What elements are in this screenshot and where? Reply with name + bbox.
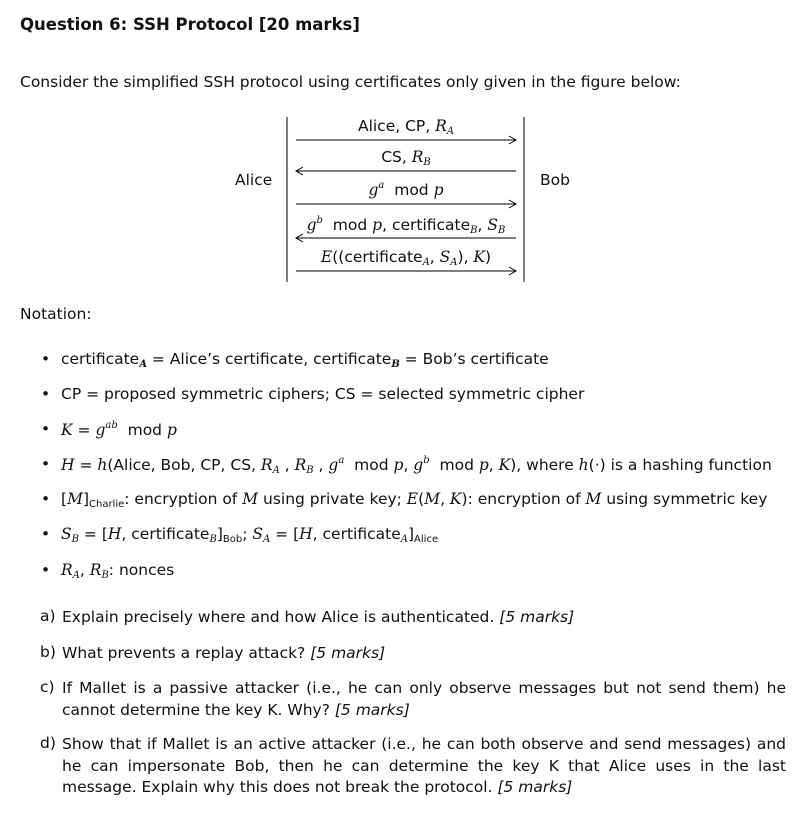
question-marks: [5 marks] (334, 700, 410, 719)
question-label: b) (40, 643, 56, 661)
message-2: CS, $R_B$ (381, 148, 431, 168)
protocol-diagram (0, 0, 812, 300)
arrow-1 (296, 136, 516, 144)
notation-item: • $K = g^{ab}$ mod p (43, 420, 177, 439)
notation-item: • H = h(Alice, Bob, CP, CS, $R_A$ , $R_B$ , $g^a$ mod p, $g^b$ mod p, K), where h(·) is a hashing function (43, 455, 772, 476)
question-c (40, 678, 786, 721)
question-a (40, 607, 786, 629)
arrow-5 (296, 267, 516, 275)
arrow-2 (296, 167, 516, 175)
notation-item: • $S_B = [H$, $certificate_B]_{Bob}$; $S_A = [H$, $certificate_A]_{Alice}$ (43, 525, 438, 545)
notation-item: • $R_A$, $R_B$: nonces (43, 561, 174, 581)
message-3: $g^a$ mod p (368, 180, 444, 199)
question-title: Question 6: SSH Protocol [20 marks] (20, 15, 360, 34)
question-marks: [5 marks] (499, 608, 575, 626)
question-marks: [5 marks] (310, 644, 386, 662)
question-label: c) (40, 678, 55, 696)
question-text: Explain precisely where and how Alice is authenticated. (62, 608, 495, 626)
bob-label: Bob (540, 171, 570, 189)
alice-label: Alice (235, 171, 273, 189)
arrow-3 (296, 200, 516, 208)
question-b (40, 643, 786, 665)
message-4: $g^b$ mod p, certificate$_B$, $S_B$ (306, 215, 506, 236)
notation-label: Notation: (20, 305, 92, 323)
notation-item: • $[M]_{Charlie}$: encryption of M using private key; E(M, K): encryption of M using symmetric key (43, 490, 767, 510)
message-5: E((certificate$_A$, $S_A$), K) (320, 248, 492, 268)
question-text: What prevents a replay attack? (62, 644, 306, 662)
notation-item: • CP = proposed symmetric ciphers; CS = selected symmetric cipher (43, 385, 584, 403)
notation-item: • certificateA = Alice’s certificate, certificateB = Bob’s certificate (43, 350, 549, 370)
question-d (40, 734, 786, 799)
question-label: a) (40, 607, 56, 625)
question-text: If Mallet is a passive attacker (i.e., he can only observe messages but not send them) he cannot determine the key K. Why? (62, 679, 786, 719)
message-1: Alice, CP, $R_A$ (357, 117, 455, 137)
question-label: d) (40, 734, 56, 752)
question-marks: [5 marks] (497, 778, 573, 796)
intro-text: Consider the simplified SSH protocol using certificates only given in the figure below: (20, 73, 681, 91)
question-text: Show that if Mallet is an active attacker (i.e., he can both observe and send messages) and he can impersonate Bob, then he can determine the key K that Alice uses in the last message. Explain why this does not break the protocol. (62, 735, 786, 796)
